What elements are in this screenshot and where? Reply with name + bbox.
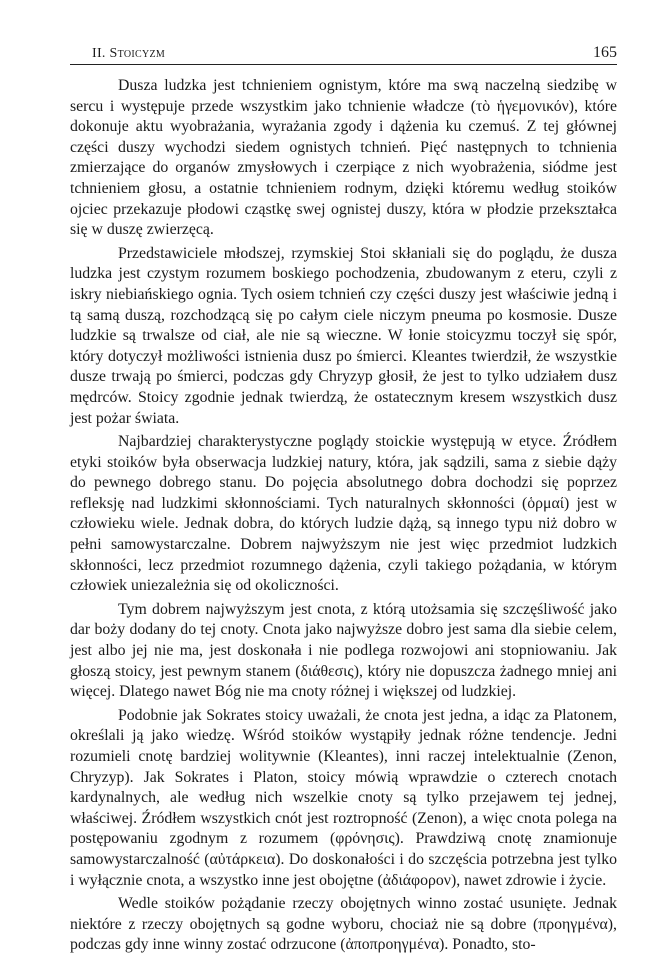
paragraph-5: Podobnie jak Sokrates stoicy uważali, że cnota jest jedna, a idąc za Platonem, określali ją jako wiedzę. Wśród stoików wystąpiły jednak różne tendencje. Jedni rozumieli cnotę bardziej wolitywnie (Kleantes), inni raczej intelektualnie (Zenon, Chryzyp). Jak Sokrates i Platon, stoicy mówią wprawdzie o czterech cnotach kardynalnych, ale według nich wszelkie cnoty są tylko przejawem tej jednej, właściwej. Źródłem wszystkich cnót jest roztropność (Zenon), a więc cnota polega na postępowaniu zgodnym z rozumem (φρόνησις). Prawdziwą cnotę znamionuje samowystarczalność (αὐτάρκεια). Do doskonałości i do szczęścia potrzebna jest tylko i wyłącznie cnota, a wszystko inne jest obojętne (ἀδιάφορον), nawet zdrowie i życie. — [70, 706, 617, 889]
page-header — [70, 40, 617, 65]
paragraph-4: Tym dobrem najwyższym jest cnota, z którą utożsamia się szczęśliwość jako dar boży dodany do tej cnoty. Cnota jako najwyższe dobro jest sama dla siebie celem, jest albo jej nie ma, jest doskonała i nie podlega rozwojowi ani stopniowaniu. Jak głoszą stoicy, jest pewnym stanem (διάθεσις), który nie dopuszcza żadnego mniej ani więcej. Dlatego nawet Bóg nie ma cnoty różnej i większej od ludzkiej. — [70, 600, 617, 701]
paragraph-3: Najbardziej charakterystyczne poglądy stoickie występują w etyce. Źródłem etyki stoików była obserwacja ludzkiej natury, która, jak sądzili, sama z siebie dąży do pewnego dobrego stanu. Do pojęcia absolutnego dobra dochodzi się poprzez refleksję nad ludzkimi skłonnościami. Tych naturalnych skłonności (ὁρμαί) jest w człowieku wiele. Jednak dobra, do których ludzie dążą, są innego typu niż dobro w pełni samowystarczalne. Dobrem najwyższym nie jest więc przedmiot ludzkich skłonności, lecz przedmiot rozumnego dążenia, czyli takiego pożądania, w którym człowiek uniezależnia się od okoliczności. — [70, 433, 617, 595]
running-head: II. Stoicyzm — [92, 46, 166, 61]
paragraph-6: Wedle stoików pożądanie rzeczy obojętnych winno zostać usunięte. Jednak niektóre z rzeczy obojętnych są godne wyboru, chociaż nie są dobre (προηγμένα), podczas gdy inne winny zostać odrzucone (ἀποπροηγμένα). Ponadto, sto- — [70, 895, 617, 954]
body-text — [70, 76, 617, 956]
paragraph-2: Przedstawiciele młodszej, rzymskiej Stoi skłaniali się do poglądu, że dusza ludzka jest czystym rozumem boskiego pochodzenia, zbudowanym z eteru, czyli z iskry niebiańskiego ognia. Tych osiem tchnień czy części duszy jest właściwie jedną i tą samą duszą, rozchodzącą się po całym ciele niczym pneuma po kosmosie. Dusze ludzkie są trwalsze od ciał, ale nie są wieczne. W łonie stoicyzmu toczył się spór, który dotyczył możliwości istnienia dusz po śmierci. Kleantes twierdził, że wszystkie dusze trwają po śmierci, podczas gdy Chryzyp głosił, że jest to tylko udziałem dusz mędrców. Stoicy zgodnie jednak twierdzą, że ostatecznym kresem wszystkich dusz jest pożar świata. — [70, 244, 617, 427]
page-number: 165 — [593, 44, 617, 61]
paragraph-1: Dusza ludzka jest tchnieniem ognistym, które ma swą naczelną siedzibę w sercu i występuje przede wszystkim jako tchnienie władcze (τὸ ἡγεμονικόν), które dokonuje aktu wyobrażania, wyrażania zgody i dążenia ku czemuś. Z tej głównej części duszy wychodzi siedem ognistych tchnień. Pięć następnych to tchnienia zmierzające do organów zmysłowych i czerpiące z nich wyobrażenia, siódme jest tchnieniem głosu, a ostatnie tchnieniem rodnym, dzięki któremu według stoików ojciec przekazuje płodowi cząstkę swej ognistej duszy, która w płodzie przekształca się w duszę zwierzęcą. — [70, 77, 617, 239]
